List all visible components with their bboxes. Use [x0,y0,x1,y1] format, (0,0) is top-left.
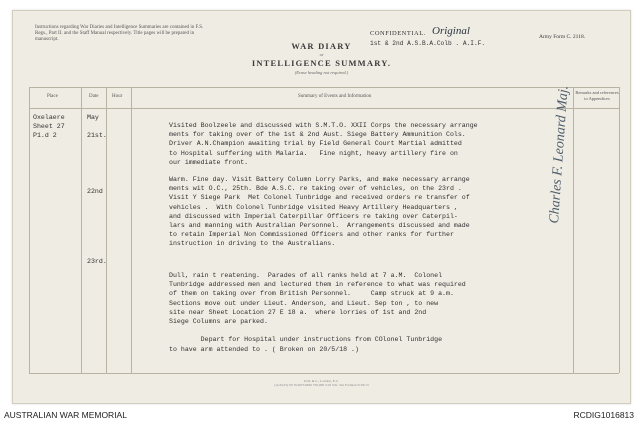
place-line-3: P1.d 2 [33,132,57,139]
army-form: Army Form C. 2118. [539,34,586,40]
unit-name: 1st & 2nd A.S.B.A.Colb . A.I.F. [370,40,486,47]
place-line-1: Oxelaere [33,114,65,121]
column-summary: Summary of Events and Information [298,94,372,99]
title-note: (Erase heading not required.) [294,70,349,75]
officer-signature: Charles F. Leonard Maj. [547,85,572,225]
entry-text-21: Visited Boolzeele and discussed with S.M.T.O. XXII Corps the necessary arrange ments for taking over of the 1st & 2nd Aust. Siege Battery Ammunition Cols. Driver A.N.Champion awaiting trial by Field General Court Martial admitted to Hospital suffering with Malaria. Fine night, heavy artillery fire on our immediate front. [169,122,478,166]
entry-date-23: 23rd. [87,258,107,265]
title-or: or [319,52,324,57]
instructions-text: Instructions regarding War Diaries and Intelligence Summaries are contained in F.S. Regs., Part II. and the Staff Manual respectively. Title pages will be prepared in manuscript. [35,25,204,42]
title-war-diary: WAR DIARY [291,41,352,51]
column-hour: Hour [112,94,123,99]
footer-source: AUSTRALIAN WAR MEMORIAL [4,410,127,420]
entry-date-21: 21st. [87,132,107,139]
entry-text-23: Dull, rain t reatening. Parades of all ranks held at 7 a.M. Colonel Tunbridge addressed men and lectured them in reference to what was required of them on taking over from British Personnel. Camp struck at 9 a.m. Sections move out under Lieut. Anderson, and Lieut. Sep ton , to new site near Sheet Location 27 E 18 a. where lorries of 1st and 2nd Siege Columns are parked. Depart for Hospital under instructions from COlonel Tunbridge to have arm attended to . ( Broken on 20/5/18 .) [169,272,466,353]
place-line-2: Sheet 27 [33,123,65,130]
printer-imprint: D.D. & L., London, E.C. (A10125) Wt W4975/M90 750,000 5/16 Sch. 52a Forms/C2118/13 [274,379,369,387]
diary-sheet [12,10,631,404]
title-intelligence-summary: INTELLIGENCE SUMMARY. [251,58,392,68]
column-remarks: Remarks and references to Appendices [575,90,619,101]
entry-month: May [87,114,99,121]
entry-date-22: 22nd [87,188,103,195]
footer-record-id: RCDIG1016813 [573,410,634,420]
original-handwritten: Original [432,25,470,37]
entry-text-22: Warm. Fine day. Visit Battery Column Lorry Parks, and make necessary arrange ments wit O.C., 25th. Bde A.S.C. re taking over of vehicles, on the 23rd . Visit Y Siege Park Met Colonel Tunbridge and received orders re transfer of vehicles . With Colonel Tunbridge visited Heavy Artillery Headquarters , and discussed with Imperial Caterpillar Officers re taking over Caterpil- lars and manning with Australian Personnel. Arrangements discussed and made to retain Imperial Non Commissioned Officers and other ranks for further instruction in driving to the Australians. [169,176,470,248]
column-place: Place [47,94,58,99]
confidential-label: CONFIDENTIAL. [370,30,426,37]
column-date: Date [89,94,99,99]
